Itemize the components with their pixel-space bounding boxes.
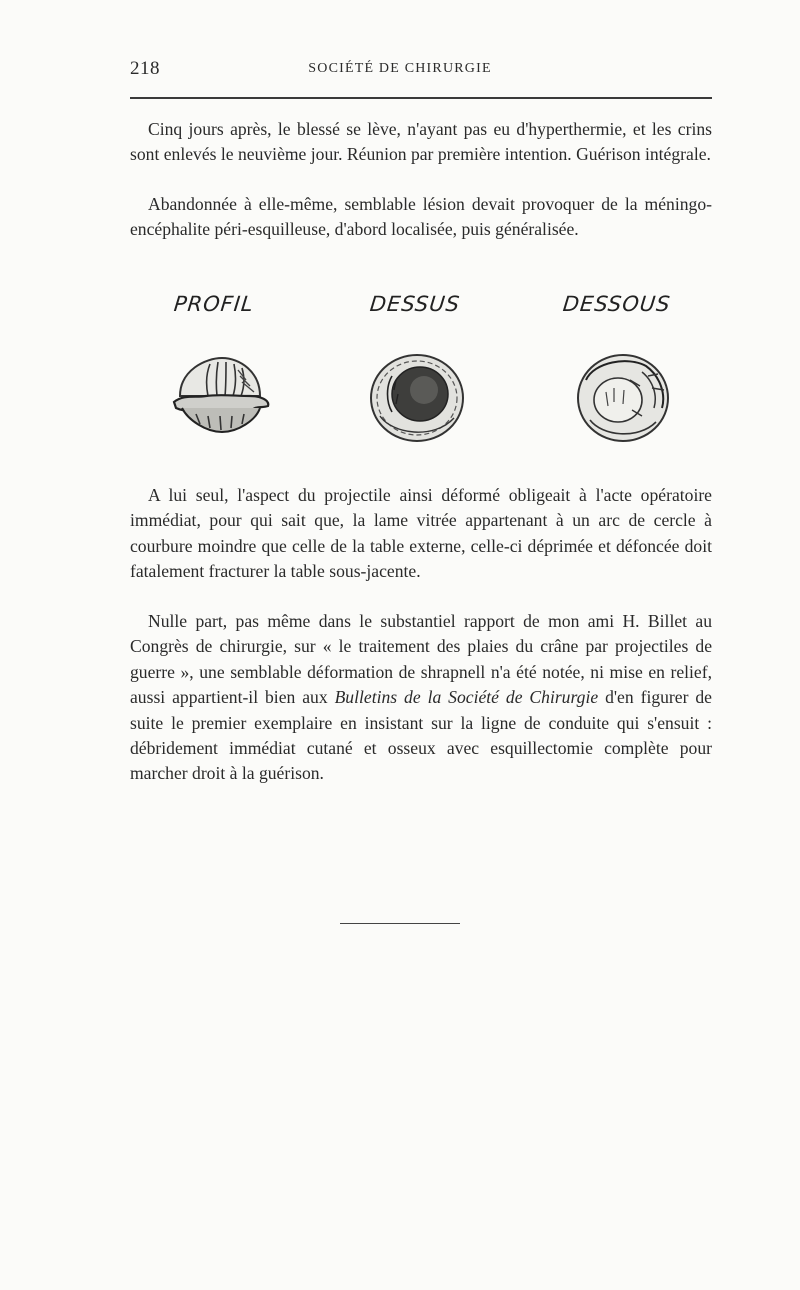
figure-label-profil: PROFIL — [172, 292, 256, 316]
running-title: SOCIÉTÉ DE CHIRURGIE — [308, 61, 492, 76]
end-rule — [340, 923, 460, 924]
page-number: 218 — [130, 58, 160, 79]
journal-title: Bulletins de la Société de Chirurgie — [334, 687, 599, 708]
header-rule — [130, 97, 712, 99]
figure-label-dessous: DESSOUS — [561, 292, 672, 316]
paragraph-4 — [130, 609, 712, 787]
paragraph-3: A lui seul, l'aspect du projectile ainsi déformé obligeait à l'acte opératoire immédiat, pour qui sait que, la lame vitrée appartenant à un arc de cercle à courbure moindre que celle de la table externe, celle-ci déprimée et défoncée doit fatalement fracturer la table sous-jacente. — [130, 485, 712, 582]
paragraph-4-text-b: d'en figurer de suite le premier exemplaire en insistant sur la ligne de conduite qui s'ensuit : débridement immédiat cutané et osseux avec esquillectomie complète pour marcher droit à la guérison. — [130, 687, 712, 784]
projectile-bottom-drawing — [568, 350, 678, 445]
projectile-profile-drawing — [166, 350, 276, 445]
paragraph-2: Abandonnée à elle-même, semblable lésion devait provoquer de la méningo-encéphalite péri-esquilleuse, d'abord localisée, puis généralisée. — [130, 194, 712, 240]
paragraph-4-text-a: Nulle part, pas même dans le substantiel rapport de mon ami H. Billet au Congrès de chirurgie, sur « le traitement des plaies du crâne par projectiles de guerre », une semblable déformation de shrapnell n'a été notée, ni mise en relief, aussi appartient-il bien aux — [130, 611, 712, 708]
projectile-top-drawing — [362, 350, 472, 445]
figure-label-dessus: DESSUS — [368, 292, 462, 316]
paragraph-1: Cinq jours après, le blessé se lève, n'ayant pas eu d'hyperthermie, et les crins sont enlevés le neuvième jour. Réunion par première intention. Guérison intégrale. — [130, 119, 712, 165]
